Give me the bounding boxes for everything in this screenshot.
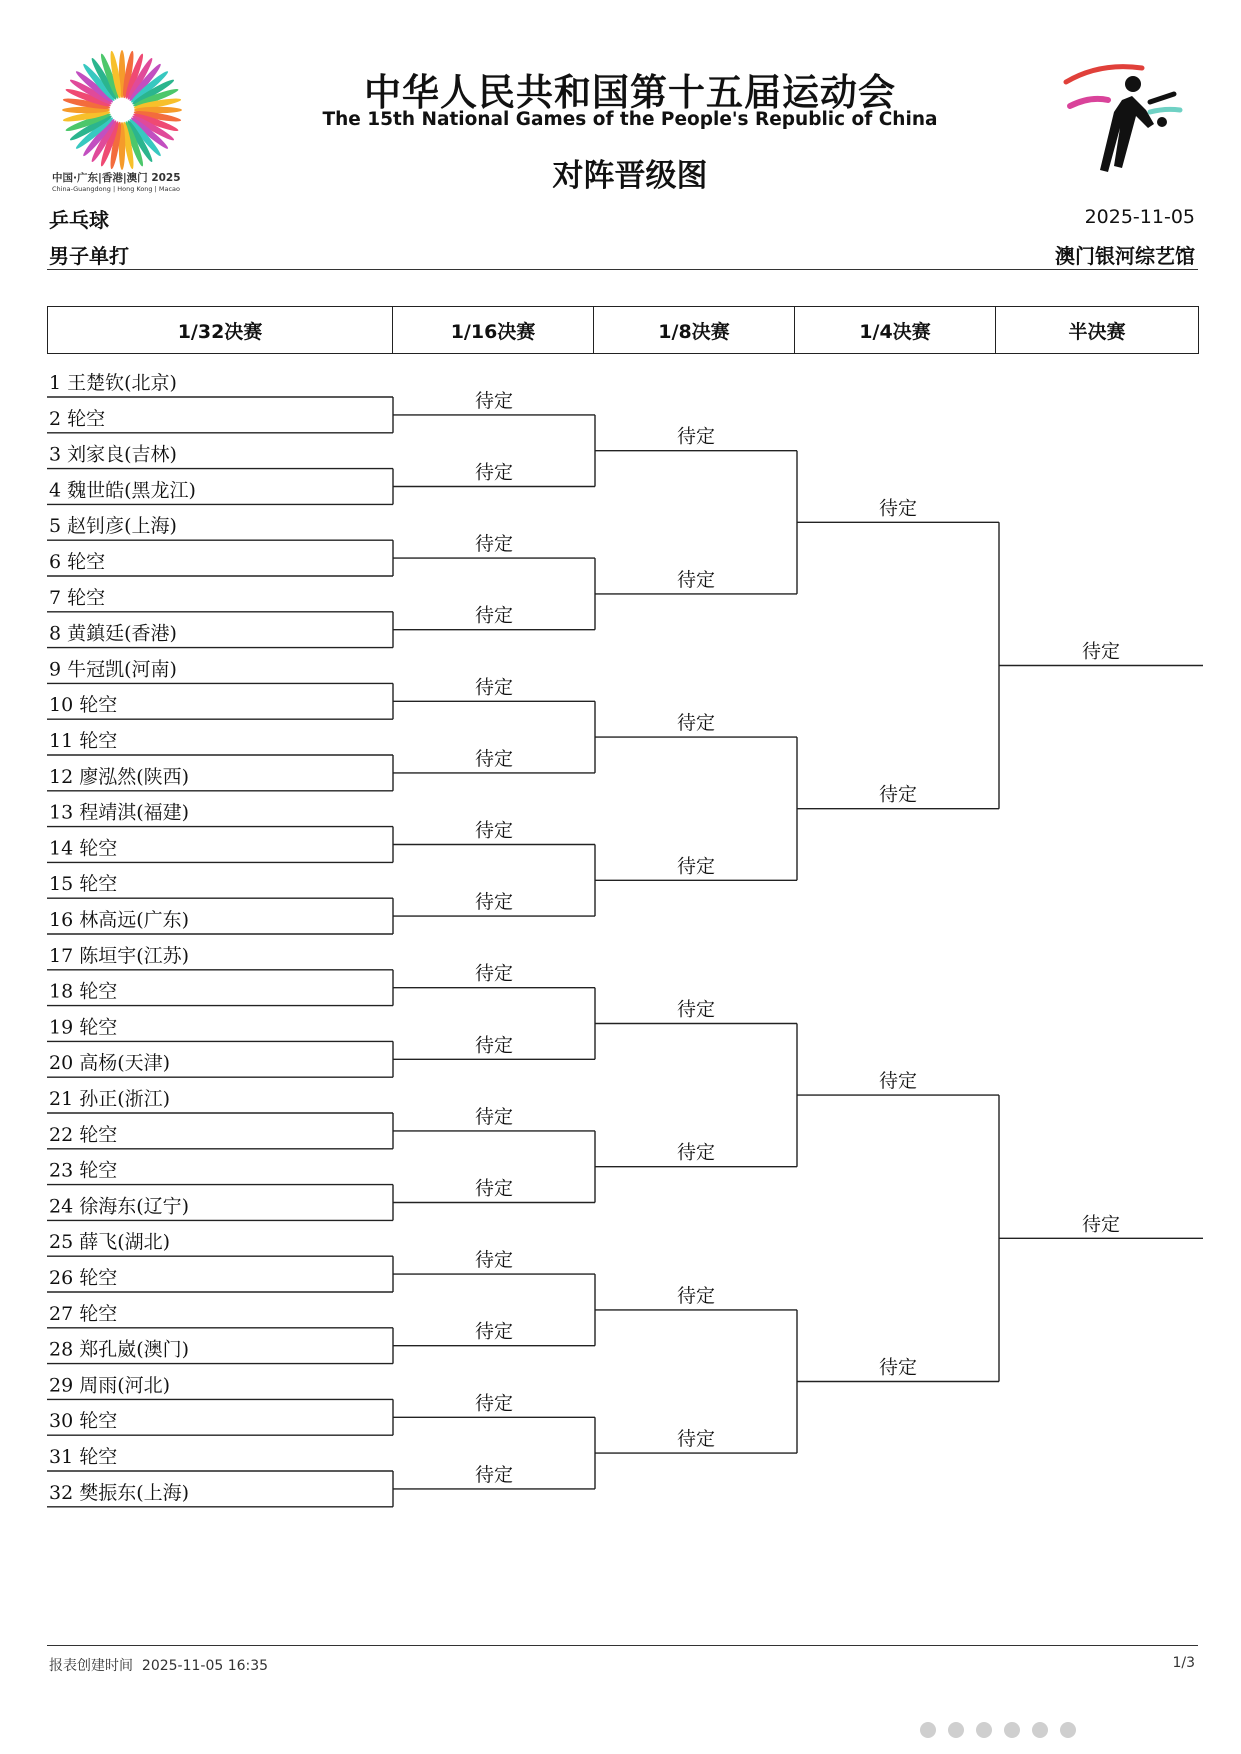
match-result-label: 待定 bbox=[474, 1392, 514, 1415]
entrant-name: 23 轮空 bbox=[49, 1159, 118, 1182]
match-result-label: 待定 bbox=[878, 783, 918, 806]
entrant-name: 12 廖泓然(陕西) bbox=[49, 765, 190, 788]
created-time: 2025-11-05 16:35 bbox=[141, 1658, 269, 1674]
entrant-name: 8 黄鎮廷(香港) bbox=[49, 622, 177, 645]
entrant-name: 16 林高远(广东) bbox=[49, 909, 190, 931]
match-result-label: 待定 bbox=[676, 1428, 716, 1451]
page-dot bbox=[1032, 1722, 1048, 1738]
entrant-name: 20 高杨(天津) bbox=[49, 1052, 171, 1075]
created-label: 报表创建时间 bbox=[49, 1658, 133, 1674]
round-header-r32: 1/32决赛 bbox=[48, 307, 393, 354]
page-dot bbox=[1004, 1722, 1020, 1738]
sport-name: 乒乓球 bbox=[49, 208, 109, 232]
page-dot bbox=[948, 1722, 964, 1738]
match-result-label: 待定 bbox=[474, 1177, 514, 1200]
entrant-name: 5 赵钊彦(上海) bbox=[49, 515, 177, 538]
match-result-label: 待定 bbox=[676, 855, 716, 878]
page-dot bbox=[920, 1722, 936, 1738]
match-result-label: 待定 bbox=[676, 425, 716, 448]
entrant-name: 11 轮空 bbox=[49, 730, 118, 752]
match-result-label: 待定 bbox=[474, 962, 514, 985]
match-result-label: 待定 bbox=[676, 712, 716, 735]
match-result-label: 待定 bbox=[878, 497, 918, 520]
round-header-r8: 1/8决赛 bbox=[594, 307, 795, 354]
match-result-label: 待定 bbox=[474, 1463, 514, 1486]
match-result-label: 待定 bbox=[676, 998, 716, 1021]
title-english: The 15th National Games of the People's Republic of China bbox=[322, 109, 938, 130]
match-result-label: 待定 bbox=[474, 891, 514, 914]
match-result-label: 待定 bbox=[474, 747, 514, 770]
event-name: 男子单打 bbox=[49, 244, 129, 268]
entrant-name: 4 魏世皓(黑龙江) bbox=[49, 479, 196, 502]
round-header-r16: 1/16决赛 bbox=[393, 307, 594, 354]
round-header-sf: 半决赛 bbox=[996, 307, 1199, 354]
match-result-label: 待定 bbox=[474, 461, 514, 484]
match-result-label: 待定 bbox=[474, 676, 514, 699]
match-result-label: 待定 bbox=[474, 1034, 514, 1057]
entrant-name: 31 轮空 bbox=[49, 1446, 118, 1468]
match-result-label: 待定 bbox=[1081, 640, 1121, 663]
logo-text: 中国·广东|香港|澳门 2025 bbox=[52, 172, 181, 184]
match-result-label: 待定 bbox=[474, 604, 514, 627]
match-result-label: 待定 bbox=[474, 1249, 514, 1272]
entrant-name: 7 轮空 bbox=[49, 586, 106, 609]
entrant-name: 9 牛冠凯(河南) bbox=[49, 658, 177, 681]
entrant-name: 32 樊振东(上海) bbox=[49, 1481, 190, 1504]
entrant-name: 19 轮空 bbox=[49, 1016, 118, 1039]
entrant-name: 2 轮空 bbox=[49, 407, 106, 430]
round-header-qf: 1/4决赛 bbox=[795, 307, 996, 354]
venue-name: 澳门银河综艺馆 bbox=[1055, 244, 1195, 268]
entrant-name: 1 王楚钦(北京) bbox=[49, 372, 177, 394]
match-result-label: 待定 bbox=[676, 1141, 716, 1164]
page-number: 1/3 bbox=[1172, 1655, 1195, 1671]
page-dot bbox=[1060, 1722, 1076, 1738]
entrant-name: 30 轮空 bbox=[49, 1410, 118, 1433]
match-result-label: 待定 bbox=[474, 819, 514, 842]
entrant-name: 22 轮空 bbox=[49, 1123, 118, 1146]
footer-created bbox=[49, 1655, 268, 1675]
entrant-name: 6 轮空 bbox=[49, 551, 106, 573]
entrant-name: 13 程靖淇(福建) bbox=[49, 801, 190, 824]
match-result-label: 待定 bbox=[474, 533, 514, 556]
page-subtitle: 对阵晋级图 bbox=[552, 158, 708, 194]
entrant-name: 29 周雨(河北) bbox=[49, 1374, 171, 1397]
footer-divider bbox=[47, 1645, 1198, 1646]
entrant-name: 10 轮空 bbox=[49, 694, 118, 717]
match-result-label: 待定 bbox=[474, 389, 514, 412]
match-result-label: 待定 bbox=[1081, 1213, 1121, 1236]
entrant-name: 3 刘家良(吉林) bbox=[49, 443, 177, 466]
entrant-name: 26 轮空 bbox=[49, 1267, 118, 1289]
event-date: 2025-11-05 bbox=[1084, 206, 1195, 228]
entrant-name: 15 轮空 bbox=[49, 873, 118, 896]
entrant-name: 28 郑孔崴(澳门) bbox=[49, 1338, 190, 1361]
match-result-label: 待定 bbox=[878, 1356, 918, 1379]
entrant-name: 17 陈垣宇(江苏) bbox=[49, 944, 190, 967]
page-dots bbox=[920, 1722, 1088, 1742]
entrant-name: 24 徐海东(辽宁) bbox=[49, 1195, 190, 1218]
match-result-label: 待定 bbox=[474, 1105, 514, 1128]
entrant-name: 18 轮空 bbox=[49, 980, 118, 1003]
match-result-label: 待定 bbox=[474, 1320, 514, 1343]
match-result-label: 待定 bbox=[676, 568, 716, 591]
match-result-label: 待定 bbox=[878, 1070, 918, 1093]
entrant-name: 27 轮空 bbox=[49, 1302, 118, 1325]
entrant-name: 14 轮空 bbox=[49, 837, 118, 860]
match-result-label: 待定 bbox=[676, 1284, 716, 1307]
logo-subtext: China-Guangdong | Hong Kong | Macao bbox=[52, 185, 180, 193]
entrant-name: 25 薛飞(湖北) bbox=[49, 1231, 171, 1254]
title-chinese: 中华人民共和国第十五届运动会 bbox=[364, 71, 896, 114]
page-dot bbox=[976, 1722, 992, 1738]
entrant-name: 21 孙正(浙江) bbox=[49, 1088, 171, 1110]
